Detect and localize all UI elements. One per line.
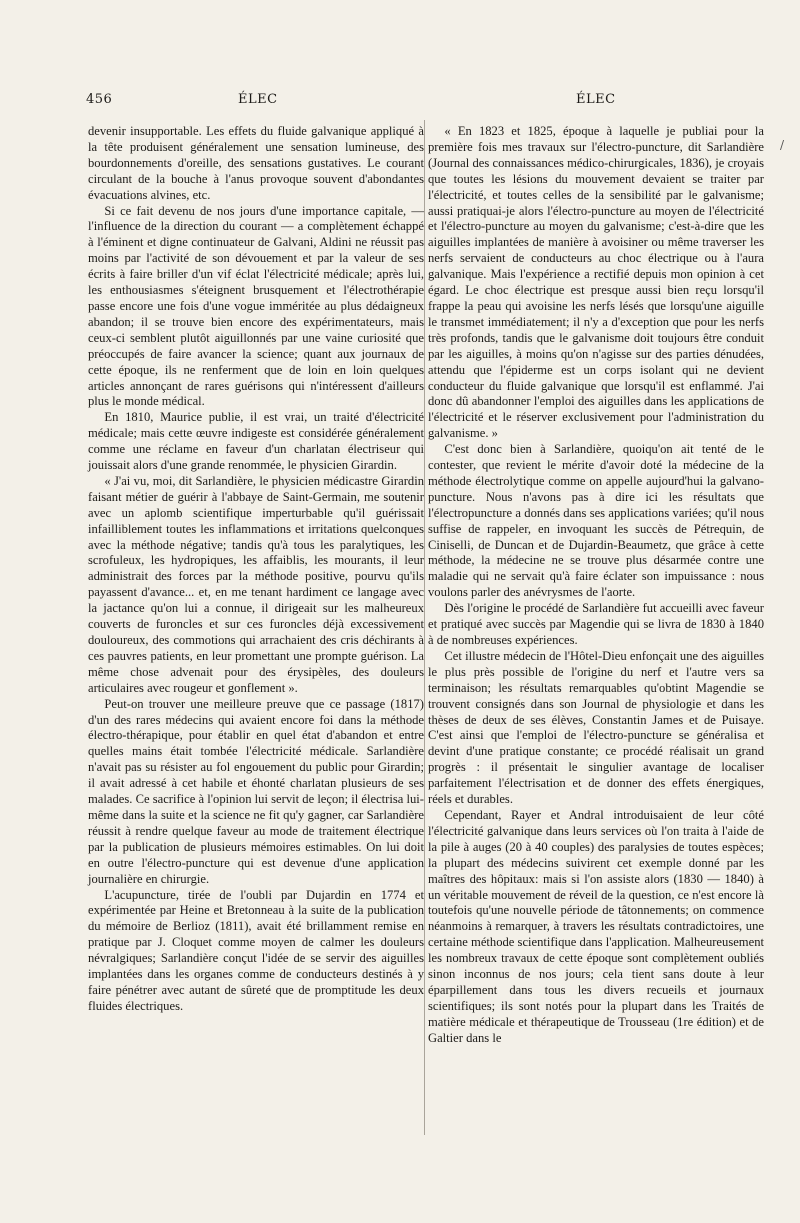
paragraph: L'acupuncture, tirée de l'oubli par Dujardin en 1774 et expérimentée par Heine et Bretonneau à la suite de la publication du mémoire de Berlioz (1811), avait été brillamment remise en pratique par J. Cloquet comme moyen de calmer les douleurs névralgiques; Sarlandière conçut l'idée de se servir des aiguilles implantées dans les organes comme de conducteurs destinés à y faire pénétrer avec autant de sûreté que de promptitude les deux fluides électriques. (88, 887, 424, 1013)
paragraph: « En 1823 et 1825, époque à laquelle je publiai pour la première fois mes travaux sur l'électro-puncture, dit Sarlandière (Journal des connaissances médico-chirurgicales, 1836), je croyais que toutes les lésions du mouvement devaient se traiter par l'électricité, et toutes celles de la sensibilité par le galvanisme; aussi pratiquai-je alors l'électro-puncture au moyen de l'électricité et l'électro-puncture au moyen du galvanisme; c'est-à-dire que les aiguilles implantées de manière à avoisiner ou même traverser les nerfs servaient de conducteurs au choc électrique ou à l'aura galvanique. Mais l'expérience a rectifié depuis mon opinion à cet égard. Le choc électrique est presque aussi bien reçu lorsqu'il frappe la peau qui avoisine les nerfs lésés que lorsqu'une aiguille le transmet immédiatement; il n'y a d'exception que pour les nerfs très profonds, tandis que le galvanisme doit toujours être conduit par les aiguilles, à moins qu'on n'agisse sur des parties dénudées, attendu que l'épiderme est un corps isolant qui ne devient conducteur du fluide galvanique que lorsqu'il est enflammé. J'ai donc dû abandonner l'emploi des aiguilles dans les applications de l'électricité et le réserver exclusivement pour l'administration du galvanisme. » (428, 124, 764, 441)
page-number: 456 (86, 92, 113, 107)
paragraph: devenir insupportable. Les effets du fluide galvanique appliqué à la tête produisent généralement une sensation lumineuse, des bourdonnements d'oreille, des sensations gustatives. Le courant circulant de la bouche à l'anus provoque souvent d'abondantes évacuations alvines, etc. (88, 124, 424, 202)
paragraph: Peut-on trouver une meilleure preuve que ce passage (1817) d'un des rares médecins qui avaient encore foi dans la méthode électro-thérapique, pour établir en quel état d'abandon et entre quelles mains était tombée l'électricité médicale. Sarlandière n'avait pas su résister au fol engouement du public pour Girardin; il avait adressé à cet habile et éhonté charlatan plusieurs de ses malades. Ce sacrifice à l'opinion lui servit de leçon; il électrisa lui-même dans la suite et la science ne fit qu'y gagner, car Sarlandière réussit à rendre quelque faveur au mode de traitement électrique par la publication de plusieurs mémoires estimables. On lui doit en outre l'électro-puncture qui est devenue d'une application journalière en chirurgie. (88, 696, 424, 886)
paragraph: Si ce fait devenu de nos jours d'une importance capitale, — l'influence de la direction du courant — a complètement échappé à l'éminent et digne continuateur de Galvani, Aldini ne réussit pas moins par l'activité de son dévouement et par la valeur de ses écrits à faire briller d'un vif éclat l'électricité médicale; après lui, les enthousiasmes s'éteignent brusquement et l'électrothérapie passe encore une fois d'une vogue imméritée au plus dédaigneux abandon; il se trouve bien encore des expérimentateurs, mais ceux-ci semblent plutôt aiguillonnés par une vaine curiosité que préoccupés de faire avancer la science; quant aux journaux de cette époque, ils ne renferment que de loin en loin quelques articles annonçant de rares guérisons qui n'intéressent d'ailleurs plus le monde médical. (88, 203, 424, 409)
running-title-right: ÉLEC (576, 92, 616, 107)
paragraph: En 1810, Maurice publie, il est vrai, un traité d'électricité médicale; mais cette œuvre indigeste est considérée généralement comme une réclame en faveur d'un charlatan électriseur qui jouissait alors d'une grande renommée, le physicien Girardin. (88, 410, 424, 473)
right-column (428, 124, 764, 1047)
left-column (88, 124, 424, 1015)
paragraph: « J'ai vu, moi, dit Sarlandière, le physicien médicastre Girardin faisant métier de guérir à l'abbaye de Saint-Germain, me soutenir avec un aplomb scientifique imperturbable qu'il guérissait infailliblement toutes les inflammations et irritations quelconques avec la méthode négative; tandis qu'à tous les paralytiques, les scrofuleux, les hydropiques, les affaiblis, les mourants, il leur administrait des forces par la méthode positive, pourvu qu'ils payassent d'avance... et, en me tenant hardiment ce langage avec la jactance qu'on lui a connue, il dirigeait sur les malheureux couverts de furoncles et sur ces furoncles déjà excessivement douloureux, des commotions qui arrachaient des cris déchirants à ces pauvres patients, en leur promettant une prompte guérison. La même chose advenait pour des érysipèles, des douleurs articulaires avec rougeur et gonflement ». (88, 473, 424, 695)
paragraph: Cet illustre médecin de l'Hôtel-Dieu enfonçait une des aiguilles le plus près possible de l'origine du nerf et l'autre vers sa terminaison; les résultats remarquables qu'obtint Magendie se trouvent consignés dans son Journal de physiologie et dans les thèses de deux de ses élèves, Constantin James et de Puisaye. C'est ainsi que l'emploi de l'électro-puncture se généralisa et devint d'une pratique constante; ce procédé réalisait un grand progrès : il présentait le singulier avantage de localiser parfaitement l'électrisation et de donner des effets énergiques, réels et durables. (428, 648, 764, 807)
margin-mark: / (780, 138, 785, 152)
paragraph: C'est donc bien à Sarlandière, quoiqu'on ait tenté de le contester, que revient le mérite d'avoir doté la médecine de la méthode électrolytique comme on appelle aujourd'hui la galvano-puncture. Nous n'avons pas à dire ici les résultats que l'électropuncture a donnés dans ses applications variées; qu'il nous suffise de rappeler, en invoquant les succès de Pétrequin, de Ciniselli, de Duncan et de Dujardin-Beaumetz, que grâce à cette méthode, la médecine ne se trouve plus désarmée contre une maladie qui ne servait qu'à faire éclater son impuissance : nous voulons parler des anévrysmes de l'aorte. (428, 442, 764, 600)
paragraph: Dès l'origine le procédé de Sarlandière fut accueilli avec faveur et pratiqué avec succès par Magendie qui se livra de 1830 à 1840 à de nombreuses expériences. (428, 601, 764, 647)
page-header (0, 92, 800, 112)
paragraph: Cependant, Rayer et Andral introduisaient de leur côté l'électricité galvanique dans leurs services où l'on traita à l'aide de la pile à auges (20 à 40 couples) des paralysies de toutes espèces; la plupart des médecins suivirent cet exemple donné par les maîtres des hôpitaux: mais si l'on assiste alors (1830 — 1840) à un véritable mouvement de réveil de la question, ce n'est encore là toutefois qu'une nouvelle période de tâtonnements; on commence néanmoins à remarquer, à travers les résultats contradictoires, une certaine méthode scientifique dans l'application. Malheureusement les nombreux travaux de cette époque sont complètement oubliés sinon inconnus de nos jours; cela tient sans doute à leur éparpillement dans tous les divers recueils et journaux scientifiques; ils sont notés pour la plupart dans les Traités de matière médicale et thérapeutique de Trousseau (1re édition) et de Galtier dans le (428, 807, 764, 1045)
column-divider (424, 120, 425, 1135)
running-title-left: ÉLEC (238, 92, 278, 107)
